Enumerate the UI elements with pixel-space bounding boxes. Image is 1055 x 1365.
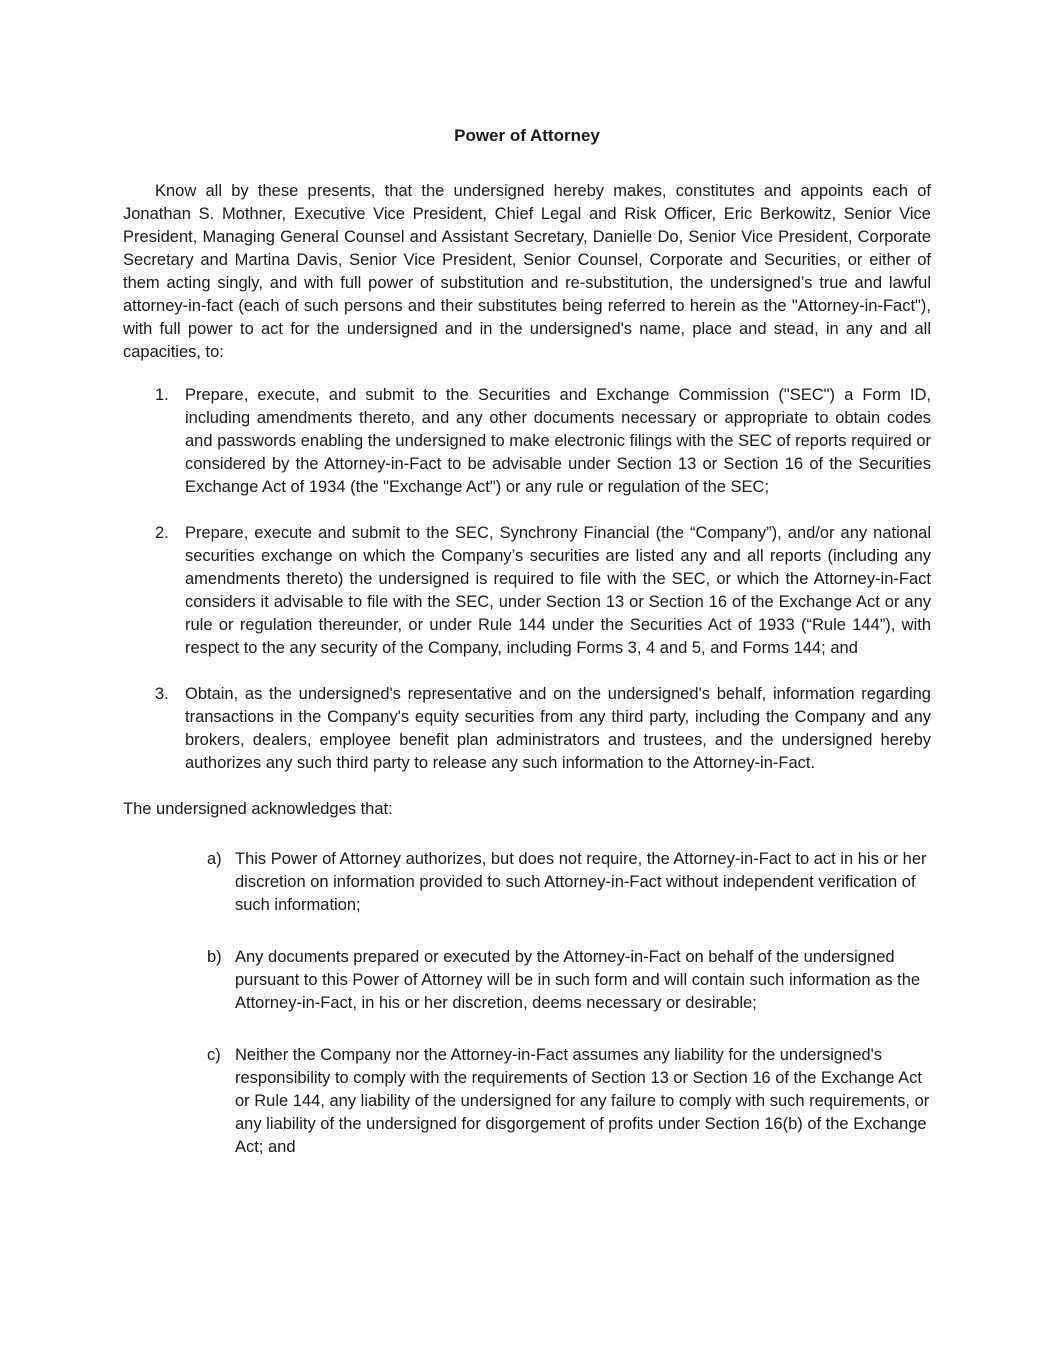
list-marker: c) bbox=[207, 1046, 221, 1064]
list-item-text: Prepare, execute and submit to the SEC, Synchrony Financial (the “Company”), and/or any national securities exchange on which the Company’s securities are listed any and all reports (including any amendments thereto) the undersigned is required to file with the SEC, or which the Attorney-in-Fact considers it advisable to file with the SEC, under Section 13 or Section 16 of the Exchange Act or any rule or regulation thereunder, or under Rule 144 under the Securities Act of 1933 (“Rule 144”), with respect to the any security of the Company, including Forms 3, 4 and 5, and Forms 144; and bbox=[185, 524, 931, 657]
list-item-text: This Power of Attorney authorizes, but does not require, the Attorney-in-Fact to act in his or her discretion on information provided to such Attorney-in-Fact without independent verification of such information; bbox=[235, 850, 927, 914]
list-marker: b) bbox=[207, 948, 222, 966]
list-item-1 bbox=[123, 384, 931, 499]
list-item-2 bbox=[123, 522, 931, 660]
acknowledgment-intro: The undersigned acknowledges that: bbox=[123, 800, 393, 818]
list-item-text: Neither the Company nor the Attorney-in-Fact assumes any liability for the undersigned's responsibility to comply with the requirements of Section 13 or Section 16 of the Exchange Act or Rule 144, any liability of the undersigned for any failure to comply with such requirements, or any liability of the undersigned for disgorgement of profits under Section 16(b) of the Exchange Act; and bbox=[235, 1046, 930, 1156]
page-title: Power of Attorney bbox=[454, 126, 600, 145]
list-marker: a) bbox=[207, 850, 222, 868]
list-item-a bbox=[123, 848, 931, 917]
list-item-text: Obtain, as the undersigned's representative and on the undersigned's behalf, information regarding transactions in the Company's equity securities from any third party, including the Company and any brokers, dealers, employee benefit plan administrators and trustees, and the undersigned hereby authorizes any such third party to release any such information to the Attorney-in-Fact. bbox=[185, 685, 931, 772]
numbered-list bbox=[123, 384, 931, 775]
list-marker: 1. bbox=[155, 386, 169, 404]
list-item-b bbox=[123, 946, 931, 1015]
intro-paragraph: Know all by these presents, that the undersigned hereby makes, constitutes and appoints each of Jonathan S. Mothner, Executive Vice President, Chief Legal and Risk Officer, Eric Berkowitz, Senior Vice President, Managing General Counsel and Assistant Secretary, Danielle Do, Senior Vice President, Corporate Secretary and Martina Davis, Senior Vice President, Senior Counsel, Corporate and Securities, or either of them acting singly, and with full power of substitution and re-substitution, the undersigned’s true and lawful attorney-in-fact (each of such persons and their substitutes being referred to herein as the "Attorney-in-Fact"), with full power to act for the undersigned and in the undersigned's name, place and stead, in any and all capacities, to: bbox=[123, 182, 931, 361]
list-marker: 2. bbox=[155, 524, 169, 542]
list-item-text: Any documents prepared or executed by the Attorney-in-Fact on behalf of the undersigned pursuant to this Power of Attorney will be in such form and will contain such information as the Attorney-in-Fact, in his or her discretion, deems necessary or desirable; bbox=[235, 948, 921, 1012]
list-item-text: Prepare, execute, and submit to the Securities and Exchange Commission ("SEC") a Form ID, including amendments thereto, and any other documents necessary or appropriate to obtain codes and passwords enabling the undersigned to make electronic filings with the SEC of reports required or considered by the Attorney-in-Fact to be advisable under Section 13 or Section 16 of the Securities Exchange Act of 1934 (the "Exchange Act") or any rule or regulation of the SEC; bbox=[185, 386, 931, 496]
list-item-3 bbox=[123, 683, 931, 775]
list-marker: 3. bbox=[155, 685, 169, 703]
list-item-c bbox=[123, 1044, 931, 1159]
lettered-list bbox=[123, 848, 931, 1159]
